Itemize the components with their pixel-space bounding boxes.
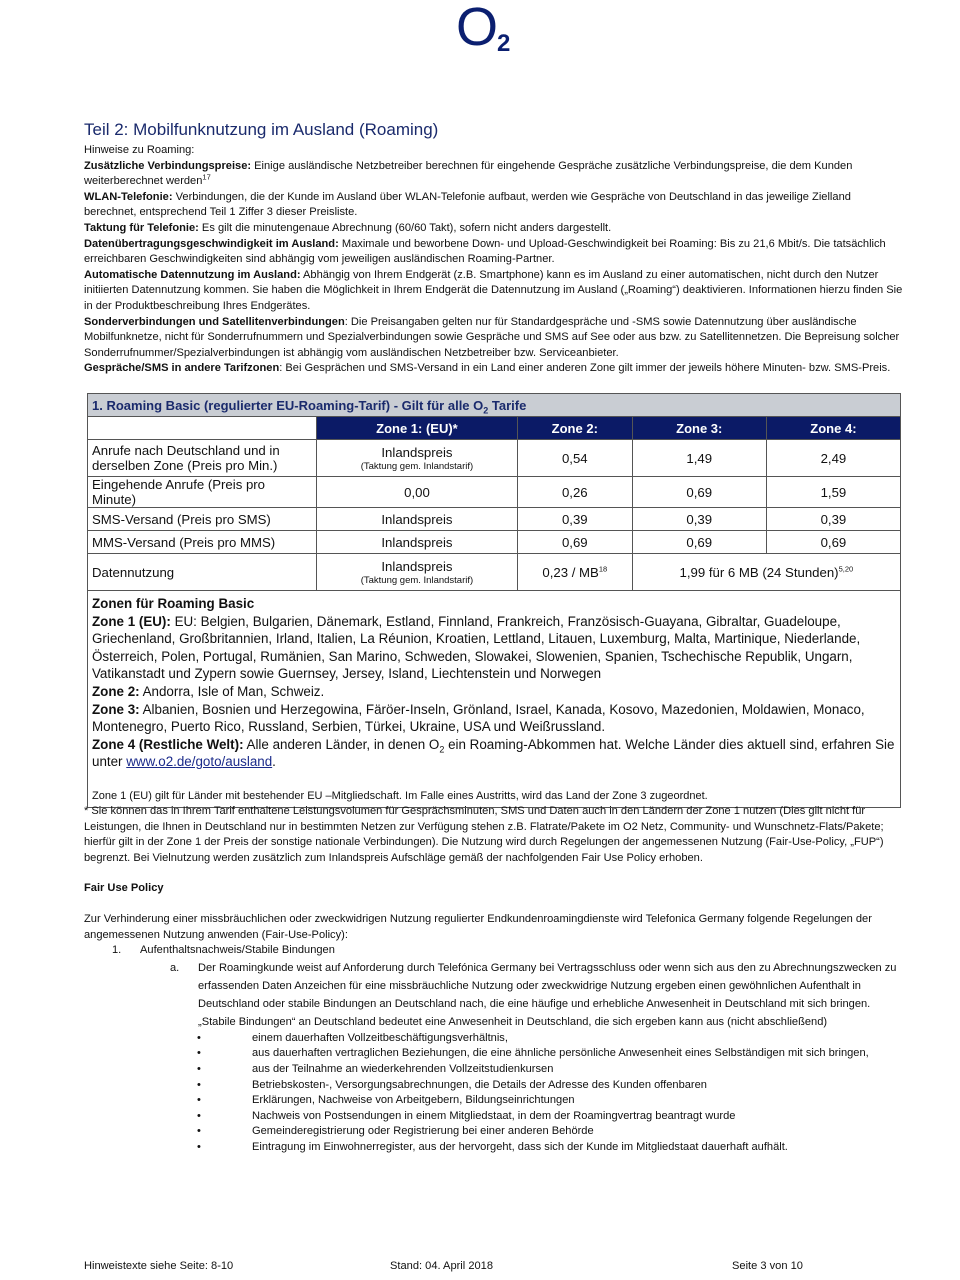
table-heading-text: 1. Roaming Basic (regulierter EU-Roaming-Tarif) - Gilt für alle O	[92, 397, 484, 413]
zone-countries: Andorra, Isle of Man, Schweiz.	[139, 683, 325, 699]
fup-item-1	[84, 943, 906, 959]
zone-sub: 2	[439, 744, 445, 755]
note-item	[84, 159, 904, 190]
row-label: Datennutzung	[88, 554, 317, 591]
item-text: Aufenthaltsnachweis/Stabile Bindungen	[140, 944, 335, 957]
note-bold: Sonderverbindungen und Satellitenverbindungen	[84, 315, 345, 328]
list-item	[197, 1093, 906, 1109]
note-item	[84, 190, 904, 221]
price-cell: 0,69	[517, 531, 632, 554]
roaming-notes	[84, 143, 904, 377]
footnote-ref: 17	[202, 172, 211, 182]
list-item	[197, 1031, 906, 1047]
note-text: Einige ausländische Netzbetreiber berechnen für eingehende Gespräche zusätzliche Verbindungspreise, die dem Kunden weiterberechnet werden	[84, 159, 853, 188]
list-item	[197, 1062, 906, 1078]
zone-countries: Albanien, Bosnien und Herzegowina, Färöer-Inseln, Grönland, Israel, Kanada, Kosovo, Mazedonien, Moldawien, Monaco, Montenegro, Puerto Rico, Russland, Serbien, Türkei, Ukraine, USA und Weißrussland.	[92, 701, 865, 735]
note-item	[84, 268, 904, 315]
logo-letter: O	[456, 0, 499, 57]
bullet-icon: •	[197, 1078, 201, 1091]
zone-label: Zone 2:	[92, 683, 140, 699]
zone-header: Zone 2:	[517, 417, 632, 440]
note-text: Verbindungen, die der Kunde im Ausland über WLAN-Telefonie aufbaut, werden wie Gespräche von Deutschland in das jeweilige Zielland berechnet, entsprechend Teil 1 Ziffer 3 dieser Preisliste.	[84, 190, 851, 219]
price-cell: 0,39	[517, 508, 632, 531]
row-label: MMS-Versand (Preis pro MMS)	[88, 531, 317, 554]
list-item-text: aus der Teilnahme an wiederkehrenden Vollzeitstudienkursen	[252, 1062, 554, 1075]
list-item	[197, 1078, 906, 1094]
zones-heading: Zonen für Roaming Basic	[92, 596, 255, 611]
list-item	[197, 1140, 906, 1156]
zone-end: .	[272, 754, 276, 770]
list-item-text: Nachweis von Postsendungen in einem Mitgliedstaat, in dem der Roamingvertrag beantragt wurde	[252, 1109, 736, 1122]
table-row	[88, 531, 901, 554]
item-text: Der Roamingkunde weist auf Anforderung durch Telefónica Germany bei Vertragsschluss oder wenn sich aus den zu Abrechnungszwecken zu erfassenden Daten Anzeichen für eine missbräuchliche Nutzung oder zweckwidrige Nutzung ergeben einen gewöhnlichen Aufenthalt in Deutschland oder stabile Bindungen an Deutschland nach, die eine häufige und erhebliche Anwesenheit in Deutschland mit sich bringen. „Stabile Bindungen“ an Deutschland bedeutet eine Anwesenheit in Deutschland, die sich ergeben kann aus (nicht abschließend)	[198, 961, 897, 1028]
item-number: 1.	[112, 944, 122, 957]
zones-footnote: Zone 1 (EU) gilt für Länder mit bestehender EU –Mitgliedschaft. Im Falle eines Austritts, wird das Land der Zone 3 zugeordnet.	[92, 789, 708, 802]
price-cell: 0,00	[317, 477, 518, 508]
table-row	[88, 508, 901, 531]
row-label: Anrufe nach Deutschland und in derselben Zone (Preis pro Min.)	[88, 440, 317, 477]
footnote-ref: 18	[598, 564, 608, 574]
footer-hint: Hinweistexte siehe Seite: 8-10	[84, 1260, 234, 1272]
price-cell: 0,69	[632, 531, 766, 554]
table-row	[88, 440, 901, 477]
zones-description	[88, 591, 901, 808]
bullet-icon: •	[197, 1140, 201, 1153]
table-heading-sub: 2	[483, 405, 489, 416]
note-text: Maximale und beworbene Down- und Upload-Geschwindigkeit bei Roaming: Bis zu 21,6 Mbit/s. Die tatsächlich erreichbaren Geschwindigkeiten sind abhängig vom jeweiligen ausländischen Roaming-Partner.	[84, 237, 886, 266]
table-heading-end: Tarife	[488, 397, 527, 413]
price-cell: 1,59	[766, 477, 900, 508]
page-title: Teil 2: Mobilfunknutzung im Ausland (Roaming)	[84, 120, 439, 139]
note-bold: Automatische Datennutzung im Ausland:	[84, 268, 301, 281]
zone-label: Zone 4 (Restliche Welt):	[92, 736, 244, 752]
price-cell	[632, 554, 900, 591]
row-label: SMS-Versand (Preis pro SMS)	[88, 508, 317, 531]
note-item	[84, 315, 904, 362]
note-bold: Datenübertragungsgeschwindigkeit im Ausland:	[84, 237, 339, 250]
bullet-icon: •	[197, 1047, 201, 1060]
bullet-icon: •	[197, 1094, 201, 1107]
item-letter: a.	[170, 961, 180, 974]
footer-date: Stand: 04. April 2018	[390, 1260, 494, 1272]
price-cell	[317, 554, 518, 591]
table-heading	[88, 394, 901, 417]
note-item	[84, 237, 904, 268]
fup-intro: Zur Verhinderung einer missbräuchlichen oder zweckwidrigen Nutzung regulierter Endkundenroamingdienste wird Telefonica Germany folgende Regelungen der angemessenen Nutzung anwenden (Fair-Use-Policy):	[84, 912, 872, 941]
note-bold: WLAN-Telefonie:	[84, 190, 173, 203]
bullet-icon: •	[197, 1062, 201, 1075]
roaming-price-table	[87, 393, 901, 808]
zone-header: Zone 4:	[766, 417, 900, 440]
price-cell: 1,49	[632, 440, 766, 477]
footer-page-number: Seite 3 von 10	[732, 1260, 803, 1272]
zone-countries: ein Roaming-Abkommen hat. Welche Länder dies aktuell sind, erfahren Sie unter	[92, 736, 895, 770]
price-cell: 0,26	[517, 477, 632, 508]
price-cell: 0,69	[766, 531, 900, 554]
note-bold: Taktung für Telefonie:	[84, 221, 199, 234]
logo-subscript: 2	[497, 30, 511, 57]
note-bold: Gespräche/SMS in andere Tarifzonen	[84, 362, 280, 375]
zone-header: Zone 3:	[632, 417, 766, 440]
evidence-list	[84, 1031, 906, 1156]
fair-use-section	[84, 804, 906, 1156]
footnote-ref: 5,20	[838, 564, 854, 574]
roaming-notes-section	[84, 120, 904, 377]
price-note: (Taktung gem. Inlandstarif)	[360, 460, 474, 472]
price-value: Inlandspreis	[381, 558, 453, 574]
list-item	[197, 1124, 906, 1140]
zone-label: Zone 3:	[92, 701, 140, 717]
star-note: * Sie können das in Ihrem Tarif enthaltene Leistungsvolumen für Gesprächsminuten, SMS und Daten auch in den Ländern der Zone 1 nutzen (Dies gilt nicht für Leistungen, die Ihnen in Deutschland nur in bestimmten Netzen zur Verfügung stehen z.B. Flatrate/Pakete im O2 Netz, Community- und Wunschnetz-Flats/Pakete; hierfür gilt in der Zone 1 der Preis der sonstige nationale Verbindungen). Die Nutzung wird durch Regelungen der angemessenen Nutzung (Fair-Use-Policy, „FUP“) begrenzt. Bei Vielnutzung werden zusätzlich zum Inlandspreis Aufschläge gemäß der nachfolgenden Fair Use Policy erhoben.	[84, 805, 884, 864]
price-cell: Inlandspreis	[317, 508, 518, 531]
fup-title: Fair Use Policy	[84, 882, 164, 895]
list-item-text: Erklärungen, Nachweise von Arbeitgebern, Bildungseinrichtungen	[252, 1094, 575, 1107]
list-item	[197, 1109, 906, 1125]
list-item-text: einem dauerhaften Vollzeitbeschäftigungsverhältnis,	[252, 1031, 508, 1044]
notes-intro: Hinweise zu Roaming:	[84, 144, 195, 156]
list-item-text: Gemeinderegistrierung oder Registrierung bei einer anderen Behörde	[252, 1125, 594, 1138]
list-item	[197, 1046, 906, 1062]
price-cell	[517, 554, 632, 591]
o2-logo	[456, 2, 526, 64]
bullet-icon: •	[197, 1109, 201, 1122]
note-text: : Bei Gesprächen und SMS-Versand in ein Land einer anderen Zone gilt immer der jeweils höhere Minuten- bzw. SMS-Preis.	[279, 362, 891, 375]
note-item	[84, 361, 904, 377]
note-text: Es gilt die minutengenaue Abrechnung (60/60 Takt), sofern nicht anders dargestellt.	[198, 221, 612, 234]
zone-header: Zone 1: (EU)*	[317, 417, 518, 440]
price-cell: 2,49	[766, 440, 900, 477]
ausland-link[interactable]: www.o2.de/goto/ausland	[126, 754, 273, 770]
price-cell: Inlandspreis	[317, 531, 518, 554]
zone-countries: Alle anderen Länder, in denen O	[243, 736, 440, 752]
price-cell: 0,69	[632, 477, 766, 508]
price-note: (Taktung gem. Inlandstarif)	[360, 574, 474, 586]
price-cell: 0,39	[766, 508, 900, 531]
list-item-text: Betriebskosten-, Versorgungsabrechnungen, die Details der Adresse des Kunden offenbaren	[252, 1078, 707, 1091]
zone-countries: EU: Belgien, Bulgarien, Dänemark, Estland, Finnland, Frankreich, Französisch-Guayana, Gibraltar, Guadeloupe, Griechenland, Großbritannien, Irland, Italien, La Réunion, Kroatien, Lettland, Litauen, Luxemburg, Malta, Martinique, Niederlande, Österreich, Polen, Portugal, Rumänien, San Marino, Schweden, Slowakei, Slowenien, Spanien, Tschechische Republik, Ungarn, Vatikanstadt und Zypern sowie Guernsey, Jersey, Island, Liechtenstein und Norwegen	[92, 613, 861, 682]
table-row	[88, 477, 901, 508]
table-row	[88, 554, 901, 591]
list-item-text: aus dauerhaften vertraglichen Beziehungen, die eine ähnliche persönliche Anwesenheit eines Selbständigen mit sich bringen,	[252, 1047, 869, 1060]
list-item-text: Eintragung im Einwohnerregister, aus der hervorgeht, dass sich der Kunde im Mitgliedstaat dauerhaft aufhält.	[252, 1140, 788, 1153]
header-blank-cell	[88, 417, 317, 440]
note-bold: Zusätzliche Verbindungspreise:	[84, 159, 252, 172]
note-text: : Die Preisangaben gelten nur für Standardgespräche und -SMS sowie Datennutzung über ausländische Mobilfunknetze, nicht für Sonderrufnummern und Spezialverbindungen sowie Gespräche und SMS auf See oder aus bzw. zu Satellitennetzen. Die Bepreisung solcher Sonderrufnummer/Spezialverbindungen ist abhängig vom ausländischen Netzbetreiber bzw. Serviceanbieter.	[84, 315, 900, 359]
fup-item-a	[84, 959, 906, 1031]
price-value: Inlandspreis	[381, 444, 453, 460]
row-label: Eingehende Anrufe (Preis pro Minute)	[88, 477, 317, 508]
note-item	[84, 221, 904, 237]
price-cell: 0,39	[632, 508, 766, 531]
price-cell: 0,54	[517, 440, 632, 477]
zone-label: Zone 1 (EU):	[92, 613, 171, 629]
note-text: Abhängig von Ihrem Endgerät (z.B. Smartphone) kann es im Ausland zu einer automatischen, nicht durch den Nutzer initiierten Datennutzung kommen. Sie haben die Möglichkeit in Ihrem Endgerät die Datennutzung im Ausland („Roaming“) deaktivieren. Informationen hierzu finden Sie in der Produktbeschreibung Ihres Endgerätes.	[84, 268, 903, 312]
price-value: 0,23 / MB	[542, 564, 599, 580]
bullet-icon: •	[197, 1031, 201, 1044]
price-cell	[317, 440, 518, 477]
bullet-icon: •	[197, 1125, 201, 1138]
price-value: 1,99 für 6 MB (24 Stunden)	[679, 564, 839, 580]
